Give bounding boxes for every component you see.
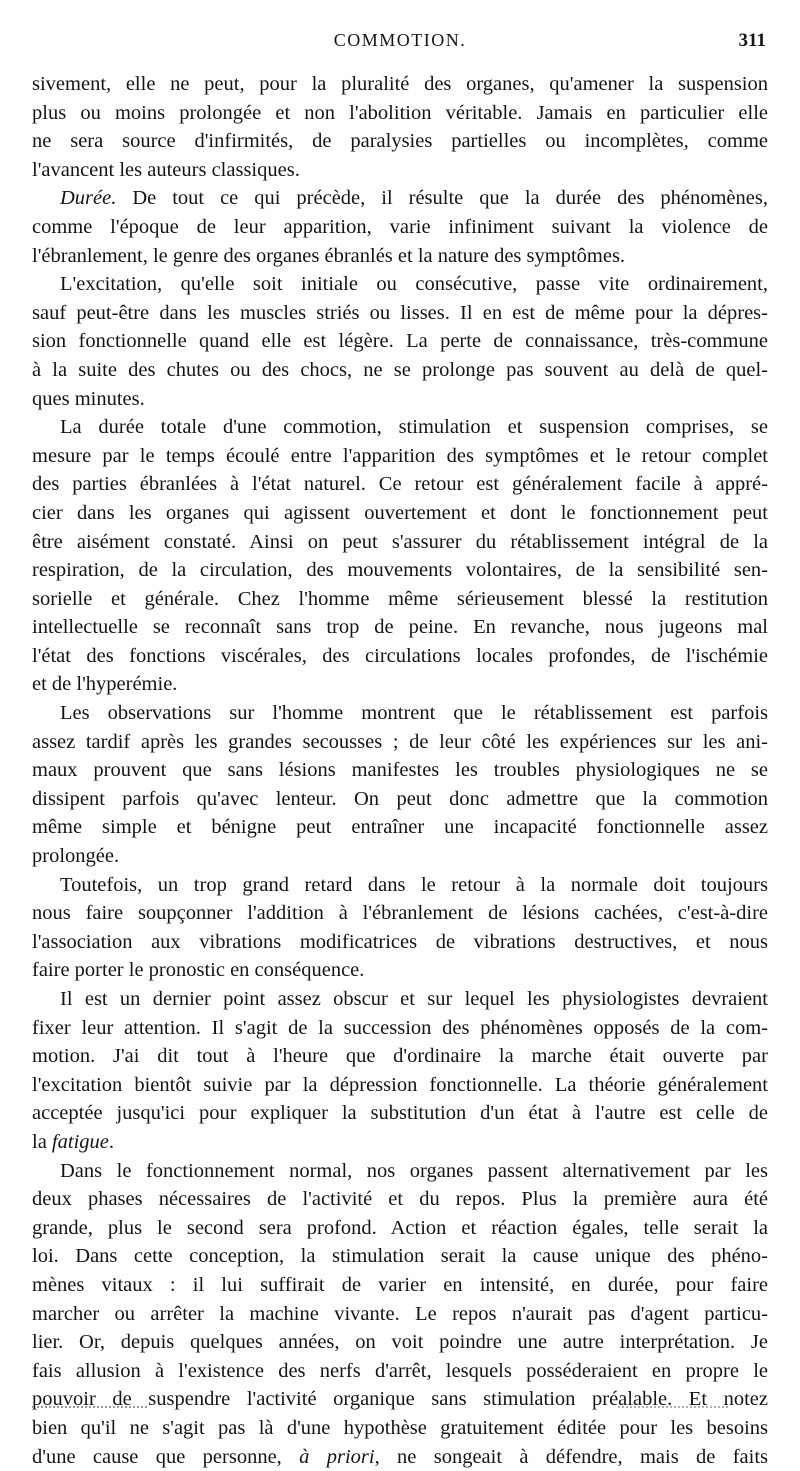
text-line: Dans le fonctionnement normal, nos organes passent alternativement par les	[32, 1157, 768, 1186]
text-line: ne sera source d'infirmités, de paralysies partielles ou incomplètes, comme	[32, 127, 768, 156]
text-line: Les observations sur l'homme montrent que le rétablissement est parfois	[32, 699, 768, 728]
text-line: loi. Dans cette conception, la stimulation serait la cause unique des phéno-	[32, 1242, 768, 1271]
text-line: fixer leur attention. Il s'agit de la succession des phénomènes opposés de la com-	[32, 1014, 768, 1043]
text-line: l'association aux vibrations modificatrices de vibrations destructives, et nous	[32, 928, 768, 957]
footer-mark-right	[618, 1406, 728, 1408]
paragraph-5	[32, 699, 768, 871]
text-line: sion fonctionnelle quand elle est légère. La perte de connaissance, très-commune	[32, 327, 768, 356]
text-line: assez tardif après les grandes secousses ; de leur côté les expériences sur les ani-	[32, 728, 768, 757]
text-line	[32, 184, 768, 213]
paragraph-2	[32, 184, 768, 270]
text-line: pouvoir de suspendre l'activité organique sans stimulation préalable. Et notez	[32, 1385, 768, 1414]
text-line: même simple et bénigne peut entraîner une incapacité fonctionnelle assez	[32, 813, 768, 842]
text-line: cier dans les organes qui agissent ouvertement et dont le fonctionnement peut	[32, 499, 768, 528]
text-line: intellectuelle se reconnaît sans trop de peine. En revanche, nous jugeons mal	[32, 613, 768, 642]
text-line: à la suite des chutes ou des chocs, ne se prolonge pas souvent au delà de quel-	[32, 356, 768, 385]
text-line: l'avancent les auteurs classiques.	[32, 156, 768, 185]
text-line	[32, 1443, 768, 1471]
text-line: fais allusion à l'existence des nerfs d'arrêt, lesquels posséderaient en propre le	[32, 1357, 768, 1386]
text-line: La durée totale d'une commotion, stimulation et suspension comprises, se	[32, 413, 768, 442]
text-line: L'excitation, qu'elle soit initiale ou consécutive, passe vite ordinairement,	[32, 270, 768, 299]
body-text	[32, 70, 768, 1471]
text-line: acceptée jusqu'ici pour expliquer la substitution d'un état à l'autre est celle de	[32, 1099, 768, 1128]
text-line: sauf peut-être dans les muscles striés ou lisses. Il en est de même pour la dépres-	[32, 299, 768, 328]
text-line: ques minutes.	[32, 385, 768, 414]
paragraph-3	[32, 270, 768, 413]
text-line: grande, plus le second sera profond. Action et réaction égales, telle serait la	[32, 1214, 768, 1243]
text-line: prolongée.	[32, 842, 768, 871]
text-line	[32, 1128, 768, 1157]
text-line: l'ébranlement, le genre des organes ébranlés et la nature des symptômes.	[32, 242, 768, 271]
paragraph-7	[32, 985, 768, 1157]
text-line: plus ou moins prolongée et non l'abolition véritable. Jamais en particulier elle	[32, 99, 768, 128]
text-fragment: d'une cause que personne,	[32, 1446, 299, 1468]
text-line: mènes vitaux : il lui suffirait de varier en intensité, en durée, pour faire	[32, 1271, 768, 1300]
footer-print-marks	[32, 1406, 768, 1410]
text-fragment: De tout ce qui précède, il résulte que la durée des phénomènes,	[116, 187, 768, 209]
text-line: respiration, de la circulation, des mouvements volontaires, de la sensibilité sen-	[32, 556, 768, 585]
text-line: faire porter le pronostic en conséquence.	[32, 956, 768, 985]
text-line: l'excitation bientôt suivie par la dépression fonctionnelle. La théorie généralement	[32, 1071, 768, 1100]
text-line: mesure par le temps écoulé entre l'apparition des symptômes et le retour complet	[32, 442, 768, 471]
italic-term: à priori	[299, 1446, 374, 1468]
text-line: dissipent parfois qu'avec lenteur. On peut donc admettre que la commotion	[32, 785, 768, 814]
page-header	[32, 30, 768, 58]
paragraph-6	[32, 871, 768, 985]
text-line: bien qu'il ne s'agit pas là d'une hypothèse gratuitement éditée pour les besoins	[32, 1414, 768, 1443]
paragraph-1	[32, 70, 768, 184]
text-fragment: , ne songeait à défendre, mais de faits	[375, 1446, 768, 1468]
text-fragment: .	[109, 1131, 114, 1153]
text-line: motion. J'ai dit tout à l'heure que d'ordinaire la marche était ouverte par	[32, 1042, 768, 1071]
text-line: comme l'époque de leur apparition, varie infiniment suivant la violence de	[32, 213, 768, 242]
paragraph-8	[32, 1157, 768, 1471]
text-line: Il est un dernier point assez obscur et sur lequel les physiologistes devraient	[32, 985, 768, 1014]
text-line: Toutefois, un trop grand retard dans le retour à la normale doit toujours	[32, 871, 768, 900]
text-line: lier. Or, depuis quelques années, on voit poindre une autre interprétation. Je	[32, 1328, 768, 1357]
text-line: sorielle et générale. Chez l'homme même sérieusement blessé la restitution	[32, 585, 768, 614]
text-line: maux prouvent que sans lésions manifestes les troubles physiologiques ne se	[32, 756, 768, 785]
text-line: des parties ébranlées à l'état naturel. Ce retour est généralement facile à appré-	[32, 470, 768, 499]
paragraph-4	[32, 413, 768, 699]
text-line: nous faire soupçonner l'addition à l'ébranlement de lésions cachées, c'est-à-dire	[32, 899, 768, 928]
footer-mark-left	[32, 1406, 147, 1408]
text-line: être aisément constaté. Ainsi on peut s'assurer du rétablissement intégral de la	[32, 528, 768, 557]
text-fragment: la	[32, 1131, 52, 1153]
italic-term: fatigue	[52, 1131, 109, 1153]
text-line: marcher ou arrêter la machine vivante. Le repos n'aurait pas d'agent particu-	[32, 1300, 768, 1329]
text-line: et de l'hyperémie.	[32, 670, 768, 699]
page-number: 311	[739, 30, 766, 52]
running-title: COMMOTION.	[32, 30, 768, 51]
text-line: l'état des fonctions viscérales, des circulations locales profondes, de l'ischémie	[32, 642, 768, 671]
text-line: sivement, elle ne peut, pour la pluralité des organes, qu'amener la suspension	[32, 70, 768, 99]
section-lead: Durée.	[60, 187, 116, 209]
text-line: deux phases nécessaires de l'activité et du repos. Plus la première aura été	[32, 1185, 768, 1214]
